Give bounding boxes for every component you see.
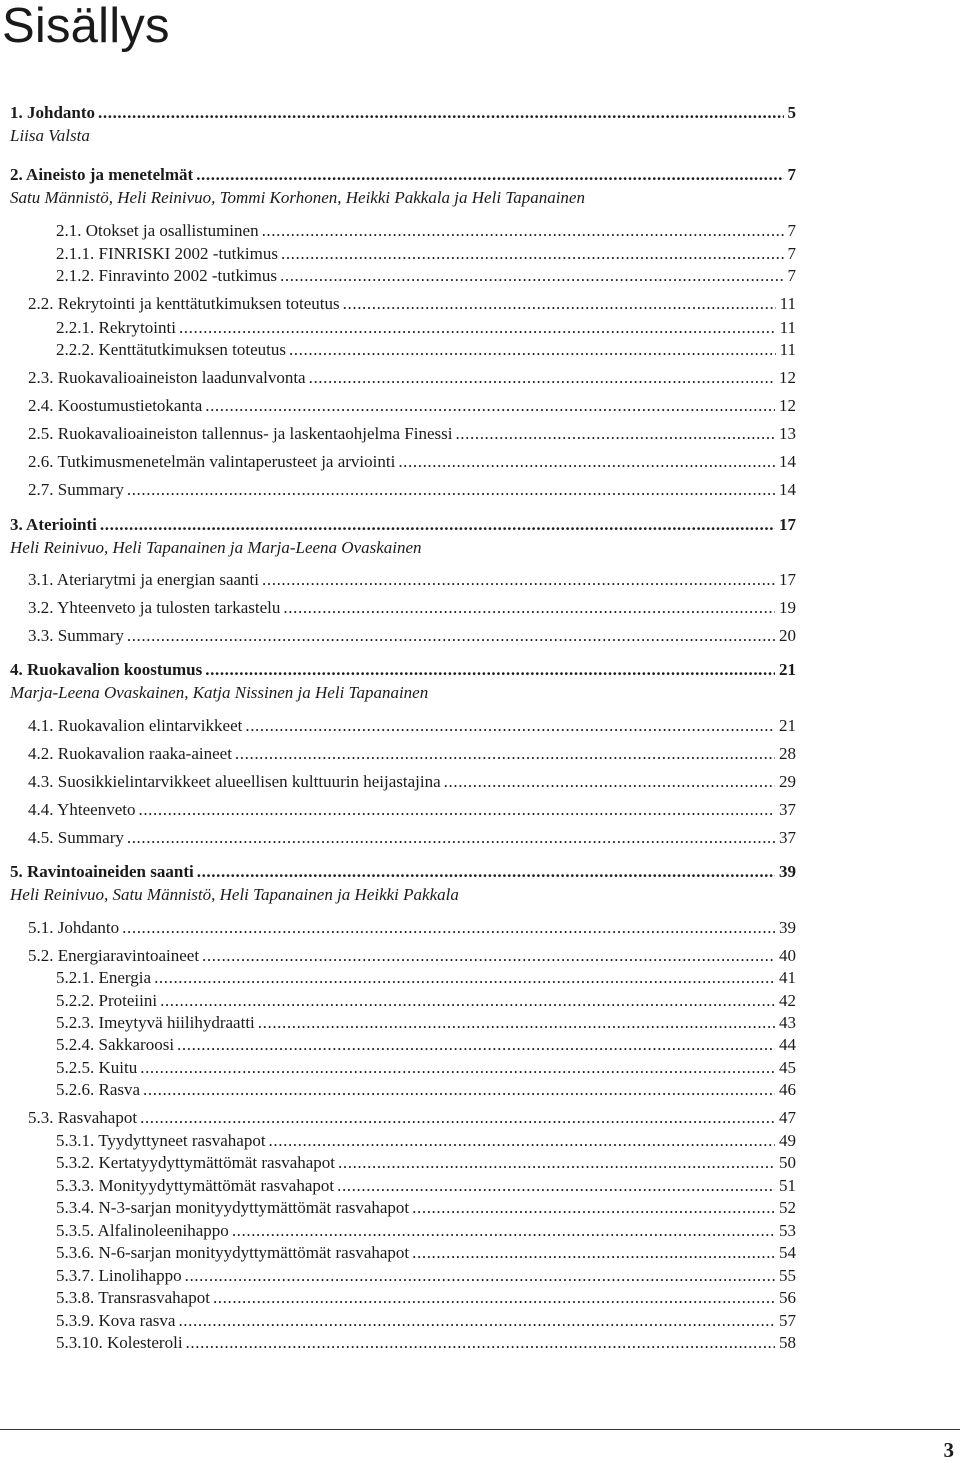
dot-leader: [140, 1108, 775, 1128]
toc-entry-page: 37: [779, 800, 796, 819]
toc-entry-title: 5.3.1. Tyydyttyneet rasvahapot: [56, 1131, 266, 1150]
toc-entry[interactable]: [28, 918, 796, 938]
toc-chapter[interactable]: [10, 660, 796, 703]
toc-entry-page: 54: [779, 1243, 796, 1262]
dot-leader: [197, 862, 775, 882]
toc-entry[interactable]: [28, 744, 796, 764]
toc-entry-title: 5.1. Johdanto: [28, 918, 120, 937]
dot-leader: [412, 1198, 775, 1218]
toc-entry[interactable]: [28, 396, 796, 416]
toc-entry-title: 5.3.6. N-6-sarjan monityydyttymättömät rasvahapot: [56, 1243, 410, 1262]
dot-leader: [309, 368, 775, 388]
toc-chapter[interactable]: [10, 515, 796, 558]
dot-leader: [160, 991, 775, 1011]
dot-leader: [283, 598, 775, 618]
toc-entry[interactable]: [56, 340, 796, 360]
toc-entry[interactable]: [56, 1131, 796, 1151]
toc-entry-page: 41: [779, 968, 796, 987]
toc-entry-page: 49: [779, 1131, 796, 1150]
dot-leader: [398, 452, 775, 472]
toc-entry-title: 5.3.3. Monityydyttymättömät rasvahapot: [56, 1176, 335, 1195]
toc-entry-page: 53: [779, 1221, 796, 1240]
dot-leader: [177, 1035, 775, 1055]
toc-entry-title: 4.2. Ruokavalion raaka-aineet: [28, 744, 232, 763]
dot-leader: [205, 396, 775, 416]
toc-entry-page: 57: [779, 1311, 796, 1330]
toc-entry-title: 2.2.1. Rekrytointi: [56, 318, 176, 337]
toc-entry-title: 3. Ateriointi: [10, 515, 97, 534]
toc-entry-page: 45: [779, 1058, 796, 1077]
toc-entry-page: 55: [779, 1266, 796, 1285]
toc-entry[interactable]: [56, 1333, 796, 1353]
toc-entry-title: 5.2.2. Proteiini: [56, 991, 158, 1010]
toc-entry-title: 4.5. Summary: [28, 828, 124, 847]
toc-entry[interactable]: [56, 1153, 796, 1173]
toc-entry-title: 5.2.6. Rasva: [56, 1080, 141, 1099]
dot-leader: [281, 244, 784, 264]
dot-leader: [280, 266, 784, 286]
toc-entry-page: 50: [779, 1153, 796, 1172]
toc-entry-page: 7: [787, 244, 796, 263]
toc-entry[interactable]: [56, 244, 796, 264]
toc-entry-page: 51: [779, 1176, 796, 1195]
toc-entry-title: 5. Ravintoaineiden saanti: [10, 862, 194, 881]
toc-entry-page: 7: [787, 266, 796, 285]
toc-entry[interactable]: [28, 598, 796, 618]
dot-leader: [179, 318, 776, 338]
dot-leader: [122, 918, 775, 938]
dot-leader: [205, 660, 775, 680]
toc-entry[interactable]: [28, 946, 796, 966]
dot-leader: [186, 1333, 775, 1353]
toc-entry[interactable]: [28, 1108, 796, 1128]
toc-entry-page: 46: [779, 1080, 796, 1099]
toc-entry-title: 2.6. Tutkimusmenetelmän valintaperusteet ja arviointi: [28, 452, 396, 471]
toc-entry-page: 11: [779, 318, 796, 337]
toc-entry-title: 4.1. Ruokavalion elintarvikkeet: [28, 716, 243, 735]
toc-entry-title: 2.3. Ruokavalioaineiston laadunvalvonta: [28, 368, 306, 387]
dot-leader: [127, 480, 775, 500]
toc-entry-title: 5.2.5. Kuitu: [56, 1058, 138, 1077]
toc-entry[interactable]: [56, 1266, 796, 1286]
toc-entry[interactable]: [28, 368, 796, 388]
toc-entry-title: 5.3.8. Transrasvahapot: [56, 1288, 210, 1307]
toc-entry[interactable]: [56, 1035, 796, 1055]
toc-entry-title: 4.3. Suosikkielintarvikkeet alueellisen kulttuurin heijastajina: [28, 772, 441, 791]
toc-entry-page: 21: [779, 716, 796, 735]
toc-entry-title: 2.2.2. Kenttätutkimuksen toteutus: [56, 340, 286, 359]
dot-leader: [196, 165, 783, 185]
dot-leader: [262, 221, 784, 241]
toc-entry-title: 2.1.1. FINRISKI 2002 -tutkimus: [56, 244, 278, 263]
toc-entry-title: 2.1. Otokset ja osallistuminen: [56, 221, 259, 240]
toc-entry-title: 2.4. Koostumustietokanta: [28, 396, 203, 415]
page-title: Sisällys: [2, 0, 170, 53]
toc-entry-title: 5.2.3. Imeytyvä hiilihydraatti: [56, 1013, 255, 1032]
toc-chapter[interactable]: [10, 165, 796, 208]
dot-leader: [138, 800, 775, 820]
toc-entry-page: 29: [779, 772, 796, 791]
toc-entry-page: 43: [779, 1013, 796, 1032]
toc-entry-title: 5.2. Energiaravintoaineet: [28, 946, 200, 965]
toc-entry[interactable]: [56, 266, 796, 286]
toc-entry[interactable]: [28, 294, 796, 314]
toc-entry-title: 5.2.1. Energia: [56, 968, 152, 987]
toc-entry-title: 2.7. Summary: [28, 480, 124, 499]
toc-entry-title: 3.3. Summary: [28, 626, 124, 645]
toc-entry-authors: Liisa Valsta: [10, 126, 90, 145]
dot-leader: [127, 626, 775, 646]
toc-entry[interactable]: [56, 968, 796, 988]
toc-entry-page: 7: [787, 221, 796, 240]
toc-entry[interactable]: [56, 1013, 796, 1033]
toc-entry[interactable]: [56, 1176, 796, 1196]
toc-entry-page: 39: [779, 918, 796, 937]
toc-entry[interactable]: [28, 800, 796, 820]
toc-entry-page: 12: [779, 368, 796, 387]
toc-entry[interactable]: [56, 1243, 796, 1263]
dot-leader: [258, 1013, 775, 1033]
dot-leader: [143, 1080, 775, 1100]
toc-entry[interactable]: [56, 1080, 796, 1100]
toc-entry-title: 1. Johdanto: [10, 103, 96, 122]
toc-entry[interactable]: [56, 1198, 796, 1218]
toc-entry-authors: Satu Männistö, Heli Reinivuo, Tommi Korhonen, Heikki Pakkala ja Heli Tapanainen: [10, 188, 585, 207]
toc-entry-page: 56: [779, 1288, 796, 1307]
toc-entry-authors: Heli Reinivuo, Satu Männistö, Heli Tapanainen ja Heikki Pakkala: [10, 885, 459, 904]
toc-entry-title: 4.4. Yhteenveto: [28, 800, 136, 819]
dot-leader: [444, 772, 775, 792]
toc-entry[interactable]: [56, 1058, 796, 1078]
dot-leader: [154, 968, 775, 988]
toc-entry-title: 5.3.10. Kolesteroli: [56, 1333, 183, 1352]
toc-entry-title: 5.3.9. Kova rasva: [56, 1311, 176, 1330]
toc-entry-page: 11: [779, 294, 796, 313]
toc-entry-page: 40: [779, 946, 796, 965]
toc-entry-page: 11: [779, 340, 796, 359]
toc-entry-page: 52: [779, 1198, 796, 1217]
toc-entry[interactable]: [28, 480, 796, 500]
toc-entry-title: 4. Ruokavalion koostumus: [10, 660, 203, 679]
toc-entry[interactable]: [56, 318, 796, 338]
toc-entry-page: 5: [787, 103, 796, 122]
toc-entry-page: 42: [779, 991, 796, 1010]
toc-entry[interactable]: [28, 716, 796, 736]
toc-entry-page: 17: [779, 570, 796, 589]
toc-entry[interactable]: [56, 991, 796, 1011]
dot-leader: [140, 1058, 775, 1078]
toc-entry-page: 39: [779, 862, 796, 881]
toc-entry-title: 3.2. Yhteenveto ja tulosten tarkastelu: [28, 598, 281, 617]
toc-entry-page: 20: [779, 626, 796, 645]
toc-entry[interactable]: [28, 772, 796, 792]
toc-entry[interactable]: [56, 1311, 796, 1331]
toc-entry[interactable]: [28, 828, 796, 848]
dot-leader: [337, 1176, 775, 1196]
toc-entry-authors: Heli Reinivuo, Heli Tapanainen ja Marja-Leena Ovaskainen: [10, 538, 422, 557]
dot-leader: [262, 570, 775, 590]
toc-entry-page: 14: [779, 452, 796, 471]
toc-entry-page: 21: [779, 660, 796, 679]
toc-entry-title: 2. Aineisto ja menetelmät: [10, 165, 194, 184]
page-number: 3: [943, 1438, 954, 1462]
toc-entry-title: 3.1. Ateriarytmi ja energian saanti: [28, 570, 260, 589]
toc-entry-title: 2.2. Rekrytointi ja kenttätutkimuksen toteutus: [28, 294, 340, 313]
toc-entry-title: 5.3.5. Alfalinoleenihappo: [56, 1221, 229, 1240]
dot-leader: [185, 1266, 775, 1286]
dot-leader: [289, 340, 776, 360]
dot-leader: [202, 946, 775, 966]
toc-entry-page: 58: [779, 1333, 796, 1352]
dot-leader: [245, 716, 775, 736]
toc-entry[interactable]: [28, 626, 796, 646]
toc-entry[interactable]: [28, 424, 796, 444]
toc-entry-title: 5.3.4. N-3-sarjan monityydyttymättömät rasvahapot: [56, 1198, 410, 1217]
toc-entry[interactable]: [56, 221, 796, 241]
toc-entry[interactable]: [56, 1288, 796, 1308]
toc-entry-authors: Marja-Leena Ovaskainen, Katja Nissinen ja Heli Tapanainen: [10, 683, 429, 702]
toc-entry-title: 2.5. Ruokavalioaineiston tallennus- ja laskentaohjelma Finessi: [28, 424, 453, 443]
toc-entry-title: 5.2.4. Sakkaroosi: [56, 1035, 175, 1054]
toc-chapter[interactable]: [10, 862, 796, 905]
toc-entry-page: 13: [779, 424, 796, 443]
toc-entry-page: 7: [787, 165, 796, 184]
dot-leader: [343, 294, 776, 314]
toc-entry-page: 14: [779, 480, 796, 499]
dot-leader: [213, 1288, 775, 1308]
toc-entry[interactable]: [56, 1221, 796, 1241]
toc-entry-page: 17: [779, 515, 796, 534]
toc-entry-title: 5.3. Rasvahapot: [28, 1108, 138, 1127]
toc-entry-title: 5.3.2. Kertatyydyttymättömät rasvahapot: [56, 1153, 336, 1172]
dot-leader: [338, 1153, 775, 1173]
dot-leader: [100, 515, 775, 535]
toc-entry[interactable]: [28, 452, 796, 472]
toc-chapter[interactable]: [10, 103, 796, 146]
dot-leader: [455, 424, 775, 444]
toc-entry-page: 19: [779, 598, 796, 617]
dot-leader: [232, 1221, 775, 1241]
toc-entry[interactable]: [28, 570, 796, 590]
dot-leader: [178, 1311, 775, 1331]
dot-leader: [412, 1243, 775, 1263]
dot-leader: [127, 828, 775, 848]
toc-entry-page: 12: [779, 396, 796, 415]
toc-entry-page: 37: [779, 828, 796, 847]
toc-entry-page: 47: [779, 1108, 796, 1127]
toc-entry-page: 44: [779, 1035, 796, 1054]
dot-leader: [269, 1131, 775, 1151]
toc-entry-title: 2.1.2. Finravinto 2002 -tutkimus: [56, 266, 277, 285]
toc-entry-title: 5.3.7. Linolihappo: [56, 1266, 182, 1285]
toc-entry-page: 28: [779, 744, 796, 763]
dot-leader: [98, 103, 783, 123]
dot-leader: [235, 744, 775, 764]
footer-divider: [0, 1429, 960, 1430]
